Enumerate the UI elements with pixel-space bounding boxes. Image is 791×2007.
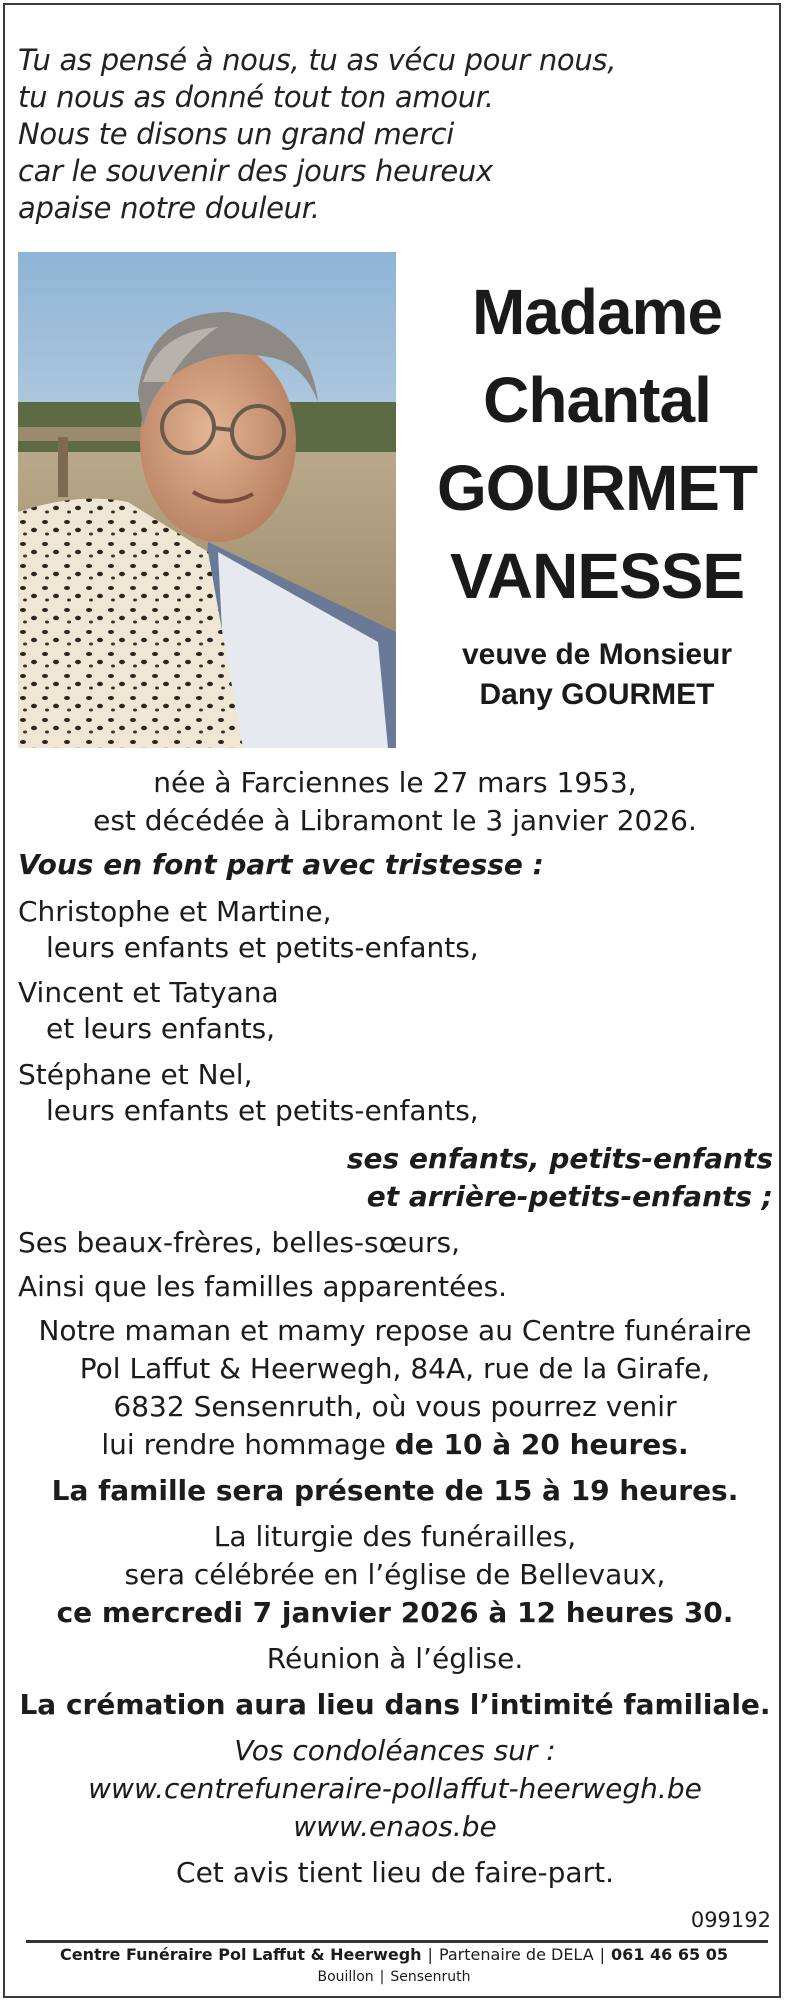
meeting-line: Réunion à l’église.	[266, 1642, 524, 1675]
rest-line: 6832 Sensenruth, où vous pourrez venir	[113, 1390, 677, 1423]
footer	[24, 1944, 764, 1988]
separator: |	[427, 1945, 433, 1964]
portrait-photo	[18, 252, 396, 748]
city: Bouillon	[317, 1969, 374, 1985]
funeral-company: Centre Funéraire Pol Laffut & Heerwegh	[60, 1945, 422, 1964]
family-line: Stéphane et Nel,	[18, 1058, 253, 1091]
birth-line: née à Farciennes le 27 mars 1953,	[153, 766, 637, 799]
poem-line: Tu as pensé à nous, tu as vécu pour nous,	[18, 43, 617, 77]
family-summary: ses enfants, petits-enfants	[346, 1142, 773, 1175]
rest-line	[10, 1428, 780, 1462]
liturgy-date: ce mercredi 7 janvier 2026 à 12 heures 30.	[56, 1596, 734, 1629]
deceased-name	[412, 268, 782, 620]
family-line: leurs enfants et petits-enfants,	[46, 1094, 479, 1127]
rest-text: lui rendre hommage	[101, 1428, 395, 1461]
condolences-intro: Vos condoléances sur :	[234, 1734, 556, 1767]
name-line: VANESSE	[449, 540, 745, 612]
footer-cities	[24, 1966, 764, 1988]
rest-line: Notre maman et mamy repose au Centre funéraire	[38, 1314, 752, 1347]
visiting-hours: de 10 à 20 heures.	[394, 1428, 689, 1461]
inlaws-line: Ses beaux-frères, belles-sœurs,	[18, 1226, 461, 1259]
condolences-link[interactable]: www.centrefuneraire-pollaffut-heerwegh.be	[88, 1772, 702, 1805]
notice-line: Cet avis tient lieu de faire-part.	[176, 1856, 614, 1889]
rest-line: Pol Laffut & Heerwegh, 84A, rue de la Girafe,	[79, 1352, 711, 1385]
widow-line: Dany GOURMET	[479, 678, 715, 711]
city: Sensenruth	[390, 1969, 471, 1985]
name-line: Madame	[471, 276, 723, 348]
widow-of	[412, 635, 782, 715]
footer-divider	[26, 1940, 768, 1943]
family-summary: et arrière-petits-enfants ;	[366, 1180, 773, 1213]
family-line: Christophe et Martine,	[18, 895, 332, 928]
name-line: Chantal	[483, 364, 711, 436]
death-line: est décédée à Libramont le 3 janvier 2026.	[93, 804, 697, 837]
family-present-line: La famille sera présente de 15 à 19 heures.	[51, 1474, 739, 1507]
relatives-line: Ainsi que les familles apparentées.	[18, 1270, 508, 1303]
poem-line: apaise notre douleur.	[18, 191, 320, 225]
cremation-line: La crémation aura lieu dans l’intimité familiale.	[19, 1688, 771, 1721]
separator: |	[379, 1969, 385, 1985]
poem-line: tu nous as donné tout ton amour.	[18, 80, 494, 114]
phone-number[interactable]: 061 46 65 05	[611, 1945, 728, 1964]
family-line: leurs enfants et petits-enfants,	[46, 931, 479, 964]
announce-intro: Vous en font part avec tristesse :	[18, 848, 544, 881]
family-line: Vincent et Tatyana	[18, 976, 279, 1009]
poem	[18, 42, 718, 227]
footer-line	[24, 1944, 764, 1966]
separator: |	[599, 1945, 606, 1964]
poem-line: car le souvenir des jours heureux	[18, 154, 493, 188]
poem-line: Nous te disons un grand merci	[18, 117, 455, 151]
partner-text: Partenaire de DELA	[438, 1945, 594, 1964]
liturgy-line: La liturgie des funérailles,	[213, 1520, 577, 1553]
widow-line: veuve de Monsieur	[461, 638, 733, 671]
name-line: GOURMET	[436, 452, 758, 524]
reference-number: 099192	[690, 1908, 771, 1932]
condolences-link[interactable]: www.enaos.be	[293, 1810, 497, 1843]
liturgy-line: sera célébrée en l’église de Bellevaux,	[124, 1558, 666, 1591]
family-line: et leurs enfants,	[46, 1012, 276, 1045]
